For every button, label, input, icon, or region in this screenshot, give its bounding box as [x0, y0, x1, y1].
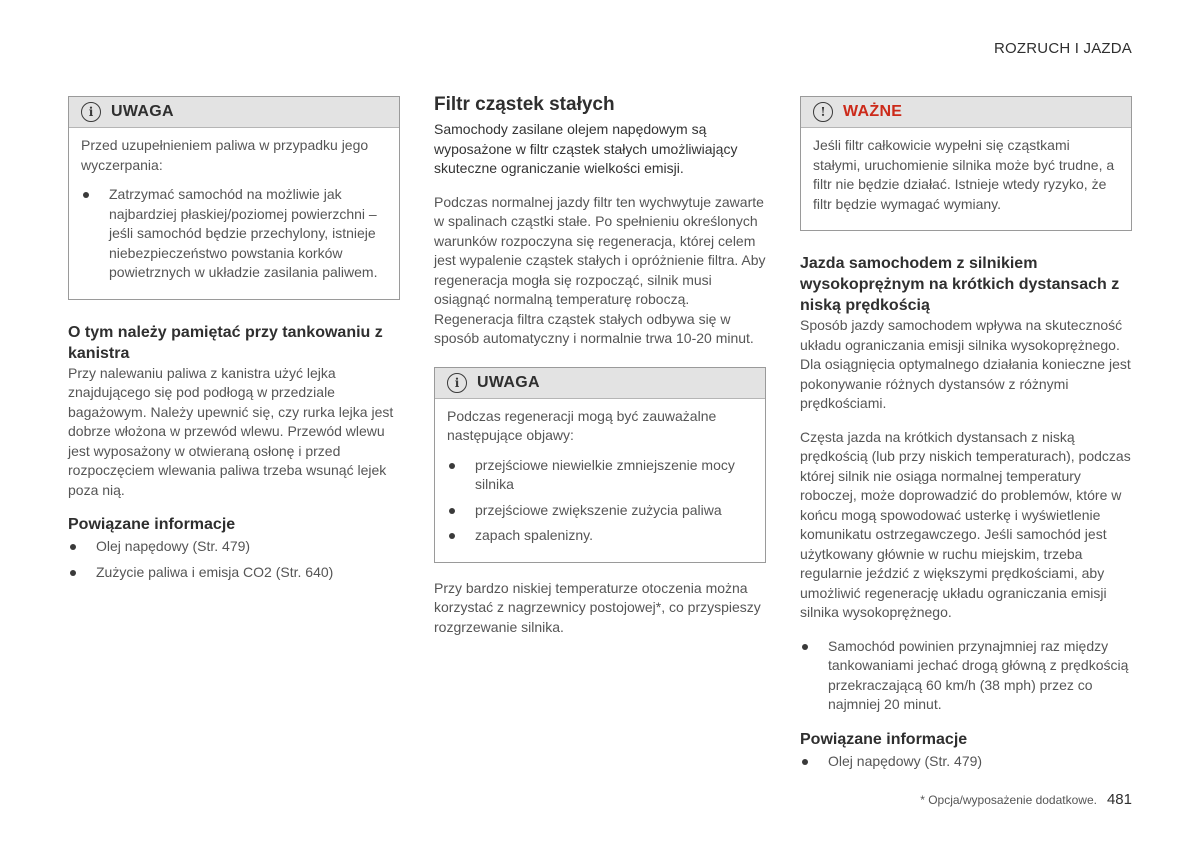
notice-intro: Przed uzupełnieniem paliwa w przypadku jego wyczerpania:	[81, 137, 369, 173]
notice-box	[434, 367, 766, 563]
important-title: WAŻNE	[843, 103, 903, 120]
notice-header	[69, 97, 399, 128]
notice-item: przejściowe zwiększenie zużycia paliwa	[447, 501, 753, 521]
notice-box	[68, 96, 400, 300]
section-header: ROZRUCH I JAZDA	[994, 40, 1132, 57]
lead-text: Samochody zasilane olejem napędowym są wyposażone w filtr cząstek stałych umożliwiający skuteczne ograniczanie wielkości emisji.	[434, 121, 738, 176]
notice-item: przejściowe niewielkie zmniejszenie mocy silnika	[447, 456, 753, 495]
important-header	[801, 97, 1131, 128]
column-right	[800, 96, 1132, 777]
info-icon: i	[447, 373, 467, 393]
body-paragraph: Podczas normalnej jazdy filtr ten wychwytuje zawarte w spalinach cząstki stałe. Po spełnieniu określonych warunków rozpoczyna się regeneracja, której celem jest wypalenie cząstek stałych i opróżnienie filtra. Aby regeneracja mogła się rozpocząć, silnik musi osiągnąć normalną temperaturę roboczą. Regeneracja filtra cząstek stałych odbywa się w sposób automatyczny i normalnie trwa 10-20 minut.	[434, 193, 766, 346]
notice-header	[435, 368, 765, 399]
column-middle	[434, 94, 766, 637]
short-trips-heading: Jazda samochodem z silnikiem wysokoprężnym na krótkich dystansach z niską prędkością	[800, 255, 1120, 314]
related-link[interactable]: Olej napędowy (Str. 479)	[800, 752, 1132, 772]
related-heading: Powiązane informacje	[800, 730, 968, 748]
info-icon: i	[81, 102, 101, 122]
notice-intro: Podczas regeneracji mogą być zauważalne następujące objawy:	[447, 407, 717, 443]
footer	[920, 791, 1132, 808]
body-paragraph: Częsta jazda na krótkich dystansach z niską prędkością (lub przy niskich temperaturach), podczas której silnik nie osiąga normalnej temperatury roboczej, może doprowadzić do problemów, które w końcu mogą spowodować usterkę i wyświetlenie komunikatu ostrzegawczego. Jeśli samochód jest użytkowany głównie w ruchu miejskim, trzeba regularnie jeździć z większymi prędkościami, aby umożliwić regenerację układu ograniczania emisji silnika wysokoprężnego.	[800, 428, 1131, 620]
body-paragraph: Przy bardzo niskiej temperaturze otoczenia można korzystać z nagrzewnicy postojowej*, co przyspieszy rozgrzewanie silnika.	[434, 579, 761, 635]
page-number: 481	[1106, 791, 1132, 808]
body-paragraph: Sposób jazdy samochodem wpływa na skuteczność układu ograniczania emisji silnika wysokoprężnego. Dla osiągnięcia optymalnego działania konieczne jest pokonywanie różnych dystansów z różnymi prędkościami.	[800, 317, 1131, 411]
related-link[interactable]: Olej napędowy (Str. 479)	[68, 537, 400, 557]
list-item: Samochód powinien przynajmniej raz między tankowaniami jechać drogą główną z prędkością przekraczającą 60 km/h (38 mph) przez co najmniej 20 minut.	[800, 637, 1132, 715]
warning-icon: !	[813, 102, 833, 122]
canister-text: Przy nalewaniu paliwa z kanistra użyć lejka znajdującego się pod podłogą w przedziale bagażowym. Należy upewnić się, czy rurka lejka jest dobrze włożona w przewód wlewu. Przewód wlewu jest wyposażony w otwieraną osłonę i przed rozpoczęciem wlewania paliwa trzeba wsunąć lejek poza nią.	[68, 364, 394, 498]
important-box	[800, 96, 1132, 231]
notice-title: UWAGA	[477, 373, 540, 391]
notice-item: Zatrzymać samochód na możliwie jak najbardziej płaskiej/poziomej powierzchni – jeśli samochód będzie przechylony, istnieje niebezpieczeństwo powstania korków powietrznych w układzie zasilania paliwem.	[81, 185, 387, 283]
related-heading: Powiązane informacje	[68, 516, 236, 533]
related-link[interactable]: Zużycie paliwa i emisja CO2 (Str. 640)	[68, 563, 400, 583]
column-left	[68, 96, 400, 588]
page-title: Filtr cząstek stałych	[434, 94, 615, 115]
notice-item: zapach spalenizny.	[447, 526, 753, 546]
important-text: Jeśli filtr całkowicie wypełni się cząstkami stałymi, uruchomienie silnika może być trudne, a filtr nie będzie działać. Istnieje wtedy ryzyko, że filtr będzie wymagać wymiany.	[813, 137, 1115, 212]
footnote: * Opcja/wyposażenie dodatkowe.	[920, 793, 1097, 807]
notice-title: UWAGA	[111, 103, 174, 120]
canister-heading: O tym należy pamiętać przy tankowaniu z kanistra	[68, 323, 383, 362]
